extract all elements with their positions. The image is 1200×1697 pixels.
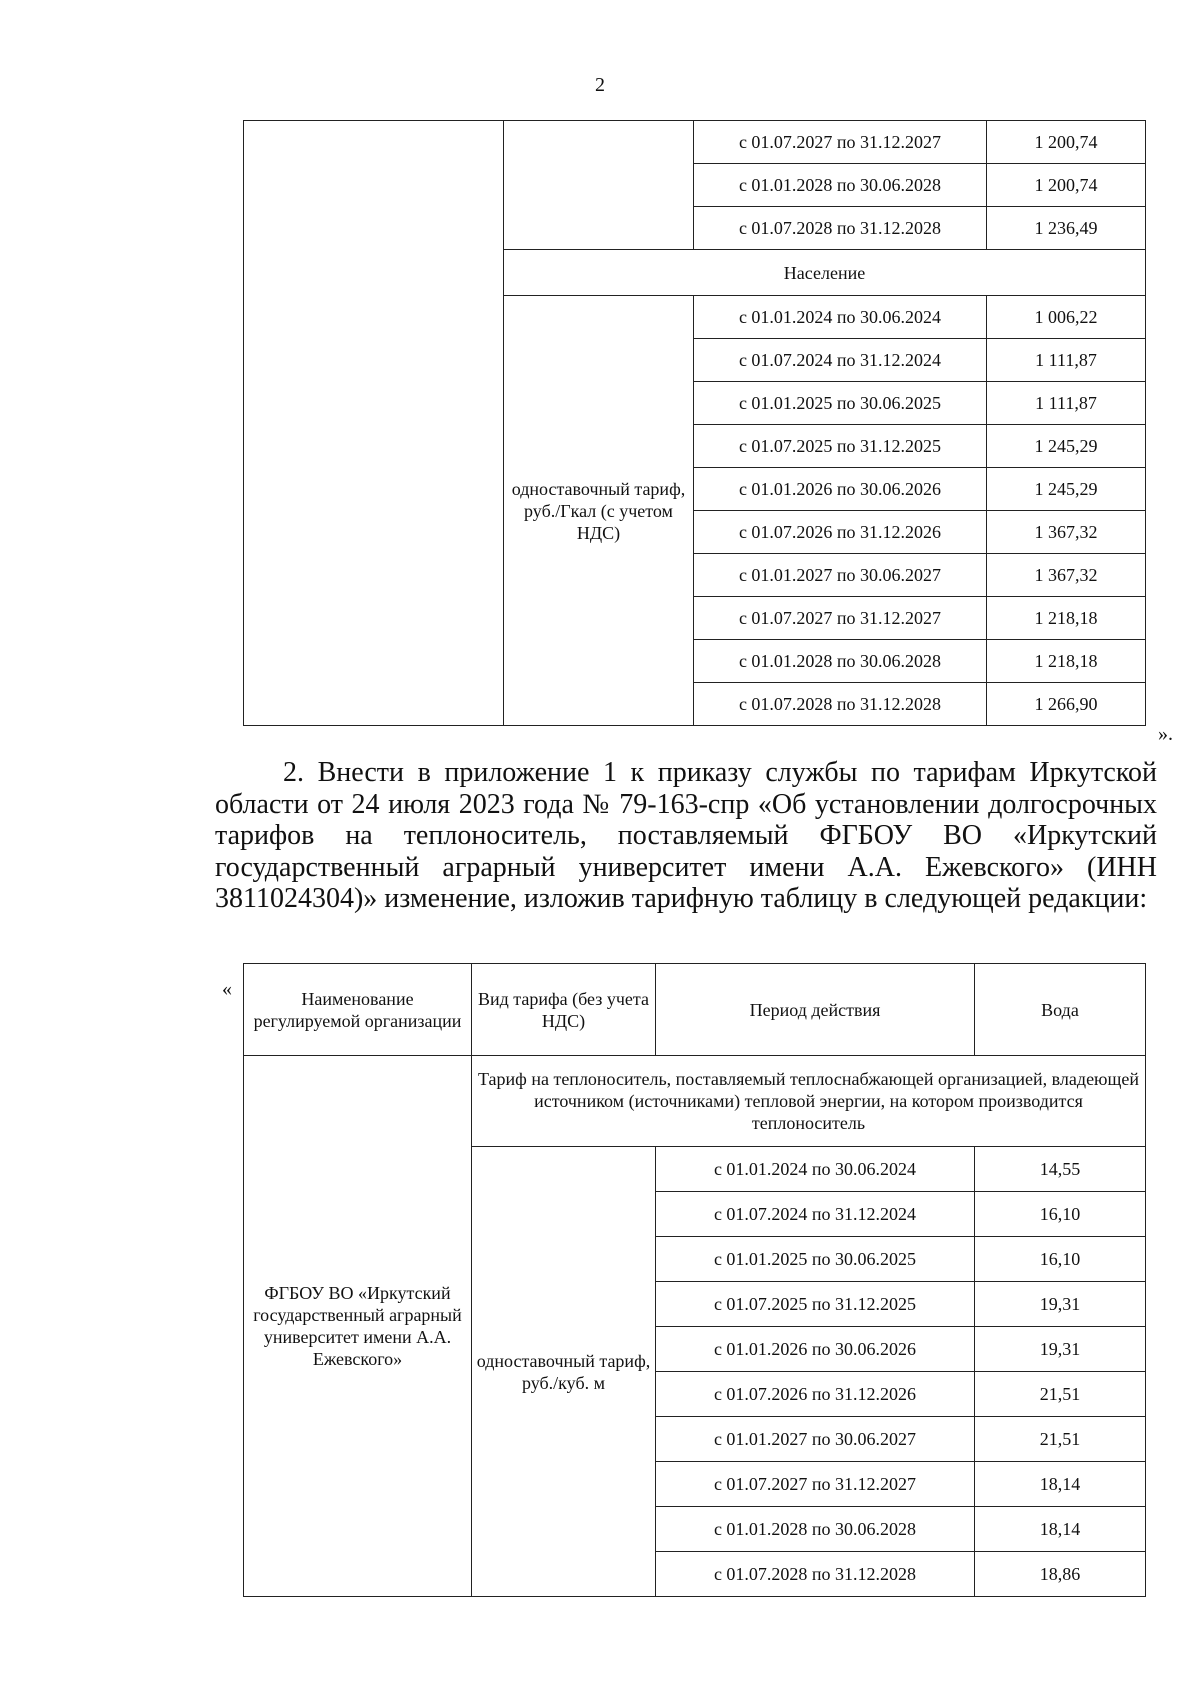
header-type: Вид тарифа (без учета НДС) [472, 964, 656, 1056]
value-cell: 1 111,87 [987, 382, 1146, 425]
period-cell: с 01.07.2026 по 31.12.2026 [694, 511, 987, 554]
period-cell: с 01.07.2027 по 31.12.2027 [694, 121, 987, 164]
org-name-cell: ФГБОУ ВО «Иркутский государственный аграрный университет имени А.А. Ежевского» [244, 1056, 472, 1597]
value-cell: 19,31 [975, 1327, 1146, 1372]
tariff-type-cell: одноставочный тариф, руб./Гкал (с учетом НДС) [504, 296, 694, 726]
header-water: Вода [975, 964, 1146, 1056]
period-cell: с 01.01.2028 по 30.06.2028 [694, 164, 987, 207]
period-cell: с 01.07.2028 по 31.12.2028 [656, 1552, 975, 1597]
period-cell: с 01.07.2027 по 31.12.2027 [656, 1462, 975, 1507]
group-label-cell: Тариф на теплоноситель, поставляемый теплоснабжающей организацией, владеющей источником (источниками) тепловой энергии, на котором производится теплоноситель [472, 1056, 1146, 1147]
page-number: 2 [595, 74, 605, 96]
value-cell: 1 367,32 [987, 511, 1146, 554]
value-cell: 1 367,32 [987, 554, 1146, 597]
value-cell: 1 200,74 [987, 121, 1146, 164]
period-cell: с 01.07.2025 по 31.12.2025 [694, 425, 987, 468]
period-cell: с 01.07.2024 по 31.12.2024 [656, 1192, 975, 1237]
value-cell: 18,14 [975, 1462, 1146, 1507]
period-cell: с 01.01.2025 по 30.06.2025 [694, 382, 987, 425]
value-cell: 16,10 [975, 1192, 1146, 1237]
period-cell: с 01.01.2025 по 30.06.2025 [656, 1237, 975, 1282]
tariff-table-continuation [243, 120, 1146, 726]
period-cell: с 01.01.2024 по 30.06.2024 [656, 1147, 975, 1192]
header-period: Период действия [656, 964, 975, 1056]
value-cell: 1 218,18 [987, 597, 1146, 640]
period-cell: с 01.07.2024 по 31.12.2024 [694, 339, 987, 382]
tariff-type-cell-empty [504, 121, 694, 250]
header-row [244, 964, 1146, 1056]
value-cell: 1 245,29 [987, 425, 1146, 468]
value-cell: 16,10 [975, 1237, 1146, 1282]
period-cell: с 01.07.2025 по 31.12.2025 [656, 1282, 975, 1327]
value-cell: 1 245,29 [987, 468, 1146, 511]
value-cell: 19,31 [975, 1282, 1146, 1327]
period-cell: с 01.01.2026 по 30.06.2026 [656, 1327, 975, 1372]
period-cell: с 01.07.2028 по 31.12.2028 [694, 207, 987, 250]
value-cell: 14,55 [975, 1147, 1146, 1192]
tariff-type-cell: одноставочный тариф, руб./куб. м [472, 1147, 656, 1597]
period-cell: с 01.01.2027 по 30.06.2027 [656, 1417, 975, 1462]
value-cell: 1 236,49 [987, 207, 1146, 250]
opening-quote-mark: « [222, 978, 232, 1000]
period-cell: с 01.07.2027 по 31.12.2027 [694, 597, 987, 640]
period-cell: с 01.01.2026 по 30.06.2026 [694, 468, 987, 511]
period-cell: с 01.01.2027 по 30.06.2027 [694, 554, 987, 597]
closing-quote-mark: ». [1158, 723, 1173, 745]
period-cell: с 01.01.2028 по 30.06.2028 [694, 640, 987, 683]
value-cell: 21,51 [975, 1417, 1146, 1462]
value-cell: 21,51 [975, 1372, 1146, 1417]
value-cell: 1 006,22 [987, 296, 1146, 339]
amendment-paragraph: 2. Внести в приложение 1 к приказу службы по тарифам Иркутской области от 24 июля 2023 года № 79-163-спр «Об установлении долгосрочных тарифов на теплоноситель, поставляемый ФГБОУ ВО «Иркутский государственный аграрный университет имени А.А. Ежевского» (ИНН 3811024304)» изменение, изложив тарифную таблицу в следующей редакции: [215, 757, 1157, 914]
value-cell: 1 111,87 [987, 339, 1146, 382]
org-cell-empty [244, 121, 504, 726]
period-cell: с 01.01.2028 по 30.06.2028 [656, 1507, 975, 1552]
header-org: Наименование регулируемой организации [244, 964, 472, 1056]
group-row [244, 1056, 1146, 1147]
value-cell: 1 266,90 [987, 683, 1146, 726]
value-cell: 1 218,18 [987, 640, 1146, 683]
period-cell: с 01.01.2024 по 30.06.2024 [694, 296, 987, 339]
table-row [244, 121, 1146, 164]
tariff-table-new [243, 963, 1146, 1597]
group-label-cell: Население [504, 250, 1146, 296]
period-cell: с 01.07.2026 по 31.12.2026 [656, 1372, 975, 1417]
value-cell: 18,86 [975, 1552, 1146, 1597]
period-cell: с 01.07.2028 по 31.12.2028 [694, 683, 987, 726]
value-cell: 18,14 [975, 1507, 1146, 1552]
value-cell: 1 200,74 [987, 164, 1146, 207]
